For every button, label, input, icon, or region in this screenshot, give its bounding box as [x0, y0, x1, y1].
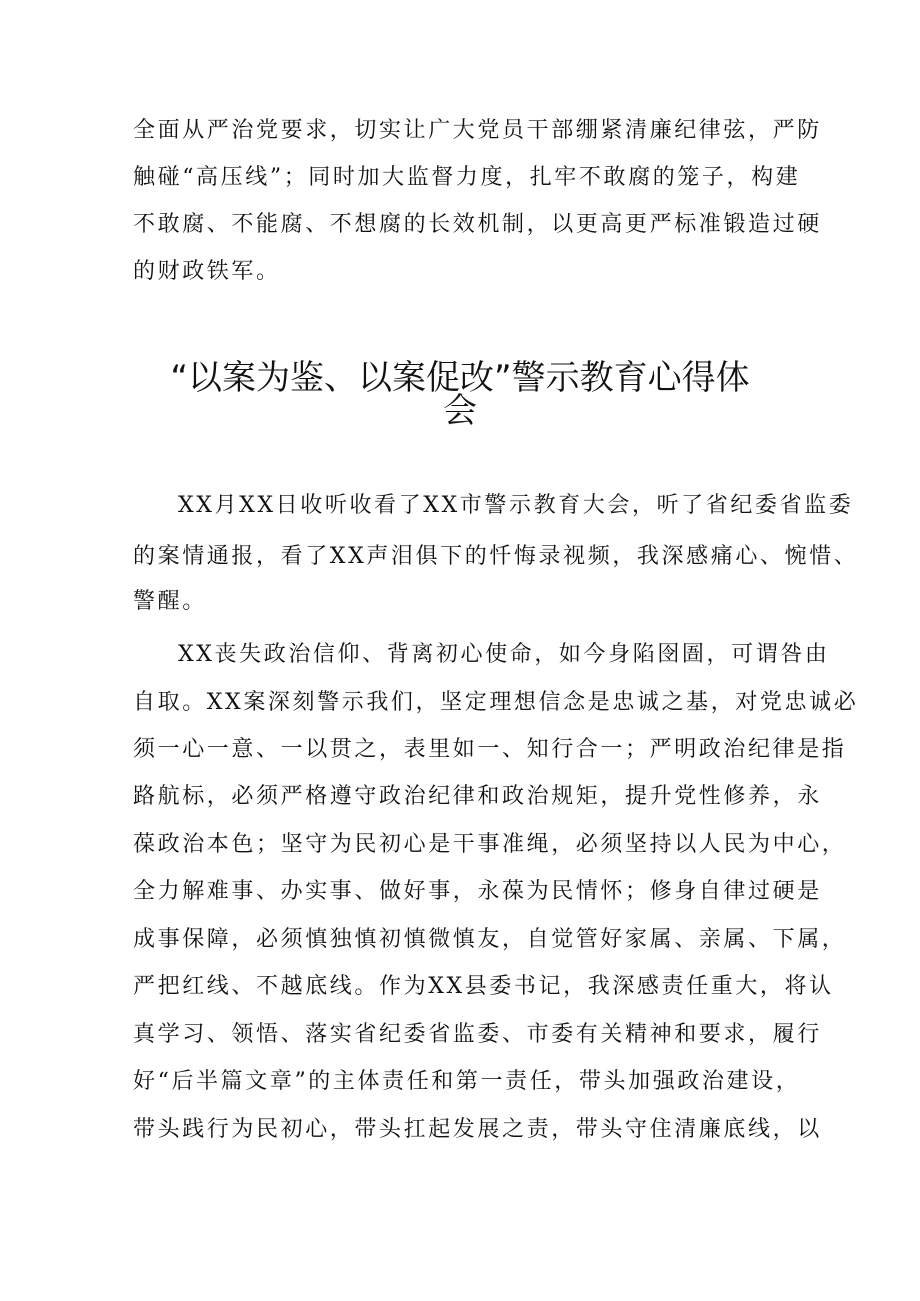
paragraph-2-line: 全力解难事、办实事、做好事，永葆为民情怀；修身自律过硬是: [133, 879, 822, 904]
paragraph-2-line: 自取。XX案深刻警示我们，坚定理想信念是忠诚之基，对党忠诚必: [133, 690, 859, 715]
paragraph-1-line: 警醒。: [133, 589, 207, 614]
top-paragraph-line: 的财政铁军。: [133, 259, 281, 284]
paragraph-2-line: 带头践行为民初心，带头扛起发展之责，带头守住清廉底线，以: [133, 1117, 822, 1142]
paragraph-2-line: 成事保障，必须慎独慎初慎微慎友，自觉管好家属、亲属、下属，: [133, 927, 847, 952]
top-paragraph-line: 不敢腐、不能腐、不想腐的长效机制，以更高更严标准锻造过硬: [133, 212, 822, 237]
paragraph-2-line: 严把红线、不越底线。作为XX县委书记，我深感责任重大，将认: [133, 974, 834, 999]
paragraph-1-line: 的案情通报，看了XX声泪俱下的忏悔录视频，我深感痛心、惋惜、: [133, 544, 859, 569]
document-title-line-2: 会: [443, 391, 477, 431]
paragraph-2-line: 葆政治本色；坚守为民初心是干事准绳，必须坚持以人民为中心，: [133, 832, 847, 857]
paragraph-2-line: 真学习、领悟、落实省纪委省监委、市委有关精神和要求，履行: [133, 1022, 822, 1047]
top-paragraph-line: 全面从严治党要求，切实让广大党员干部绷紧清廉纪律弦，严防: [133, 118, 822, 143]
paragraph-1-line: XX月XX日收听收看了XX市警示教育大会，听了省纪委省监委: [178, 493, 854, 518]
paragraph-2-line: 路航标，必须严格遵守政治纪律和政治规矩，提升党性修养，永: [133, 784, 822, 809]
paragraph-2-line: XX丧失政治信仰、背离初心使命，如今身陷囹圄，可谓咎由: [178, 642, 830, 667]
top-paragraph-line: 触碰“高压线”；同时加大监督力度，扎牢不敢腐的笼子，构建: [133, 165, 801, 190]
document-title-line-1: “以案为鉴、以案促改”警示教育心得体: [170, 358, 750, 398]
paragraph-2-line: 须一心一意、一以贯之，表里如一、知行合一；严明政治纪律是指: [133, 737, 847, 762]
paragraph-2-line: 好“后半篇文章”的主体责任和第一责任，带头加强政治建设，: [133, 1069, 801, 1094]
